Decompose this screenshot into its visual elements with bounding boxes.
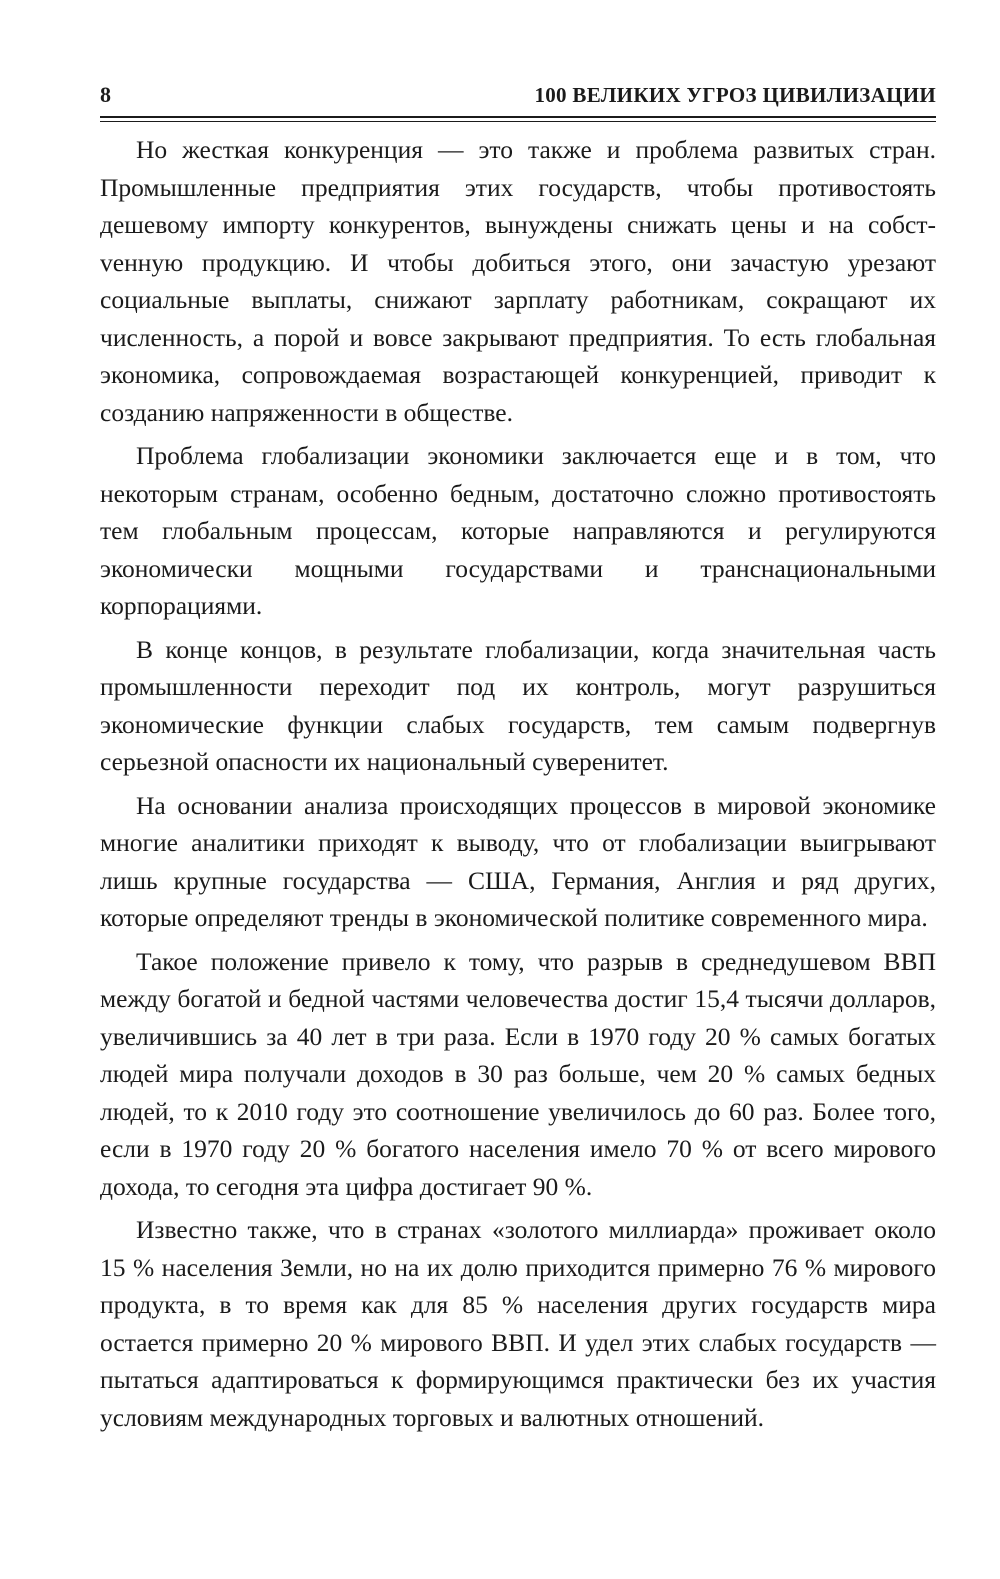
paragraph: Известно также, что в странах «золотого миллиарда» проживает около 15 % населения Земли, но на их долю приходится примерно 76 % мирового продукта, в то время как для 85 % населения других государств мира остается примерно 20 % мирового ВВП. И удел этих слабых государств — пытаться адаптироваться к формирующимся практически без их участия условиям международных торговых и валютных отношений. [100,1215,936,1432]
running-header [100,78,936,112]
paragraph: В конце концов, в результате глобализации, когда значительная часть промышленности переходит под их контроль, могут разрушиться экономические функции слабых государств, тем самым подвергнув серьезной опасности их национальный суверенитет. [100,634,936,776]
header-rule-thick [100,116,936,118]
paragraph: Такое положение привело к тому, что разрыв в среднедушевом ВВП между богатой и бедной частями человечества достиг 15,4 тысячи долларов, увеличившись за 40 лет в три раза. Если в 1970 году 20 % самых богатых людей мира получали доходов в 30 раз больше, чем 20 % самых бедных людей, то к 2010 году это соотношение увеличилось до 60 раз. Более того, если в 1970 году 20 % богатого населения имело 70 % от всего мирового дохода, то сегодня эта цифра достигает 90 %. [100,946,936,1201]
header-rule-thin [100,121,936,122]
book-title: 100 ВЕЛИКИХ УГРОЗ ЦИВИЛИЗАЦИИ [534,83,936,107]
paragraph: На основании анализа происходящих процессов в мировой экономике многие аналитики приходят к выводу, что от глобализации выигрывают лишь крупные государства — США, Германия, Англия и ряд других, которые определяют тренды в экономической политике современного мира. [100,790,936,932]
body-text [100,131,936,1442]
paragraph: Проблема глобализации экономики заключается еще и в том, что некоторым странам, особенно бедным, достаточно сложно противостоять тем глобальным процессам, которые направляются и регулируются экономически мощными государствами и транснациональными корпорациями. [100,441,936,620]
paragraph: Но жесткая конкуренция — это также и проблема развитых стран. Промышленные предприятия этих государств, чтобы противостоять дешевому импорту конкурентов, вынуждены снижать цены и на собстvенную продукцию. И чтобы добиться этого, они зачастую урезают социальные выплаты, снижают зарплату работникам, сокращают их численность, а порой и вовсе закрывают предприятия. То есть глобальная экономика, сопровождаемая возрастающей конкуренцией, приводит к созданию напряженности в обществе. [100,135,936,427]
page-number: 8 [100,82,111,107]
